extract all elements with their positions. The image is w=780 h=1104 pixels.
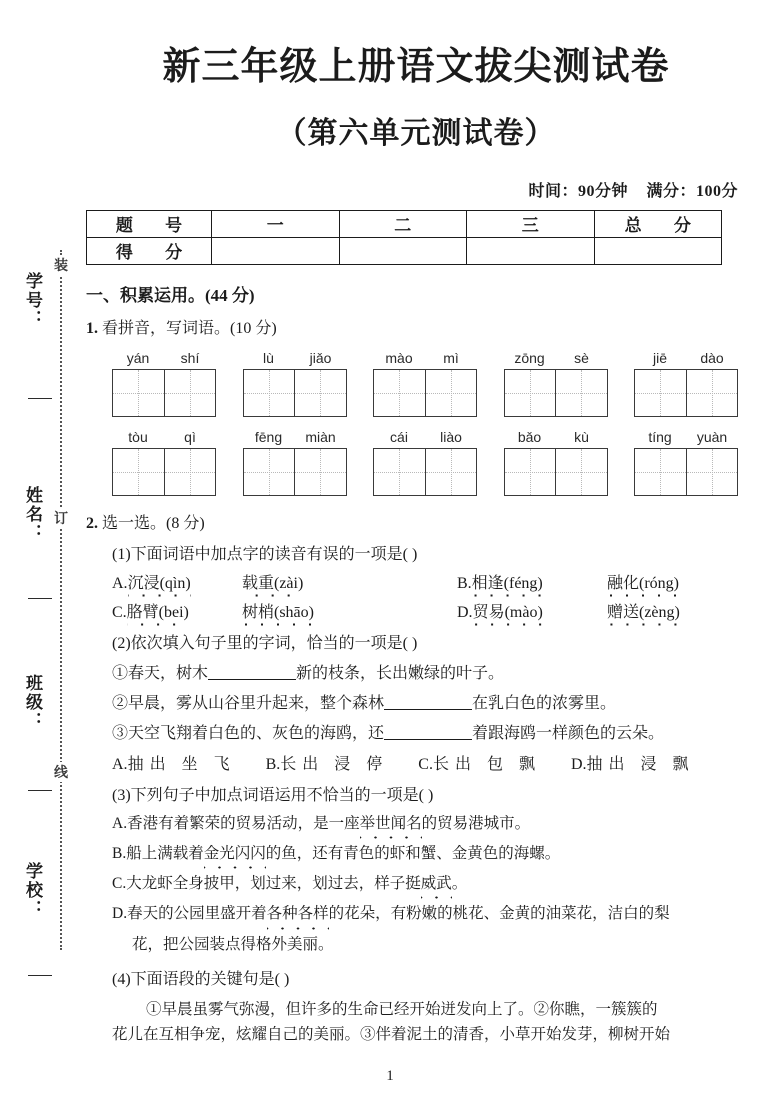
question-1-number: 1. (86, 319, 98, 337)
option-D[interactable] (457, 599, 607, 622)
pinyin-syllable: tíng (648, 428, 672, 445)
option-B-label: B. (265, 755, 281, 773)
tianzige-cell[interactable] (425, 449, 477, 495)
tianzige-cell[interactable] (686, 449, 738, 495)
seal-dotted-line (60, 250, 62, 950)
option-A-label: A. (112, 755, 128, 773)
score-cell-3[interactable] (467, 237, 595, 264)
field-label-school: 学校： (23, 862, 42, 919)
pinyin-syllable: sè (574, 349, 589, 366)
field-rule-class (28, 790, 52, 791)
passage-line-2: 花儿在互相争宠，炫耀自己的美丽。③伴着泥土的清香，小草开始发芽，柳树开始 (112, 1026, 671, 1044)
option-C-emphasis: 威武 (421, 872, 452, 895)
option-C-label: C. (112, 603, 127, 621)
sentence-post-text: 着跟海鸥一样颜色的云朵。 (472, 724, 665, 742)
option-C-word-2: 树梢(shāo) (242, 599, 314, 622)
sentence-pre-text: ②早晨，雾从山谷里升起来，整个森林 (112, 694, 385, 712)
tianzige-box[interactable] (504, 369, 608, 417)
tianzige-box[interactable] (634, 369, 738, 417)
option-B[interactable] (457, 570, 607, 593)
option-A-text: 沉浸(qìn) (128, 570, 191, 593)
pinyin-grid-item (243, 350, 347, 417)
pinyin-syllable: kù (574, 428, 589, 445)
question-2-1-options-row-2 (86, 599, 746, 622)
seal-char-1: 装 (51, 255, 71, 275)
exam-full-score: 满分：100分 (646, 182, 738, 200)
page-number: 1 (386, 1068, 394, 1084)
tianzige-cell[interactable] (374, 449, 425, 495)
tianzige-cell[interactable] (244, 449, 295, 495)
pinyin-syllable: zōng (514, 349, 545, 366)
option-C[interactable] (112, 599, 242, 622)
pinyin-label (243, 429, 347, 445)
field-rule-school (28, 975, 52, 976)
option-A[interactable] (112, 570, 242, 593)
tianzige-cell[interactable] (505, 449, 556, 495)
question-2-number: 2. (86, 514, 98, 532)
exam-meta (86, 178, 746, 201)
field-label-student-id: 学号： (23, 272, 42, 329)
pinyin-grid-item (634, 429, 738, 496)
pinyin-label (634, 429, 738, 445)
option-C[interactable] (418, 751, 541, 774)
binding-margin (0, 0, 82, 1104)
option-C-second-word (242, 599, 457, 622)
question-1-text: 看拼音，写词语。(10 分) (102, 319, 277, 337)
option-B-label: B. (457, 574, 472, 592)
tianzige-cell[interactable] (425, 370, 477, 416)
page-title: 新三年级上册语文拔尖测试卷 (162, 46, 670, 88)
option-D-text: 抽出 浸 飘 (586, 755, 695, 773)
tianzige-cell[interactable] (244, 370, 295, 416)
score-cell-1[interactable] (212, 237, 340, 264)
pinyin-label (112, 429, 216, 445)
tianzige-box[interactable] (373, 369, 477, 417)
score-table-col-total: 总 分 (594, 210, 722, 237)
option-D[interactable] (571, 751, 695, 774)
score-table-label-score: 得 分 (87, 237, 212, 264)
score-table-col-1: 一 (212, 210, 340, 237)
pinyin-grid-item (634, 350, 738, 417)
option-B-text: 长出 浸 停 (280, 755, 389, 773)
tianzige-cell[interactable] (113, 449, 164, 495)
option-D-post: 的花朵，有粉嫩的桃花、金黄的油菜花，洁白的梨 (328, 905, 670, 923)
option-D-label: D. (570, 755, 587, 773)
pinyin-grid-row-2 (86, 429, 746, 496)
option-B-post: 的鱼，还有青色的虾和蟹、金黄色的海螺。 (265, 844, 561, 862)
pinyin-syllable: jiǎo (309, 349, 332, 366)
option-D-text: 贸易(mào) (473, 599, 543, 622)
score-table (86, 210, 722, 265)
question-2-title (86, 510, 746, 533)
option-C-pre: 大龙虾全身披甲，划过来，划过去，样子挺 (126, 875, 421, 893)
pinyin-syllable: lù (263, 349, 274, 366)
option-A-text: 抽出 坐 飞 (127, 755, 236, 773)
option-C-post: 。 (451, 875, 468, 893)
tianzige-cell[interactable] (555, 449, 607, 495)
option-A-post: 的贸易港城市。 (421, 814, 531, 832)
score-table-label-qnum: 题 号 (87, 210, 212, 237)
question-2-3-option-B[interactable] (86, 842, 746, 865)
pinyin-label (373, 429, 477, 445)
question-2-3-option-A[interactable] (86, 812, 746, 835)
fill-blank[interactable] (384, 709, 472, 710)
option-A-label: A. (112, 574, 128, 592)
tianzige-cell[interactable] (164, 370, 216, 416)
pinyin-grid-item (504, 350, 608, 417)
sentence-post-text: 在乳白色的浓雾里。 (472, 694, 617, 712)
field-rule-student-id (28, 398, 52, 399)
tianzige-cell[interactable] (555, 370, 607, 416)
option-D-label: D. (112, 905, 128, 923)
tianzige-cell[interactable] (113, 370, 164, 416)
question-2-2-sentence-1 (86, 660, 746, 683)
pinyin-grid-item (112, 429, 216, 496)
sentence-pre-text: ③天空飞翔着白色的、灰色的海鸥，还 (112, 724, 385, 742)
field-label-class: 班级： (23, 674, 42, 731)
option-C-text: 长出 包 飘 (432, 755, 541, 773)
option-B-pre: 船上满载着 (126, 844, 204, 862)
pinyin-label (112, 350, 216, 366)
pinyin-syllable: fēng (254, 428, 283, 445)
page-body (86, 0, 746, 1047)
option-B-emphasis: 金光闪闪 (204, 842, 266, 865)
exam-duration: 时间：90分钟 (528, 182, 628, 200)
tianzige-cell[interactable] (374, 370, 425, 416)
pinyin-grid-row-1 (86, 350, 746, 417)
score-cell-2[interactable] (339, 237, 467, 264)
tianzige-box[interactable] (373, 448, 477, 496)
option-A-emphasis: 举世闻名 (360, 812, 422, 835)
pinyin-syllable: jiē (652, 349, 667, 366)
fill-blank[interactable] (208, 679, 296, 680)
pinyin-label (504, 429, 608, 445)
option-A-word-2: 载重(zài) (242, 570, 303, 593)
field-rule-name (28, 598, 52, 599)
tianzige-box[interactable] (504, 448, 608, 496)
field-label-name: 姓名： (23, 486, 42, 543)
passage-line-1: ①早晨虽雾气弥漫，但许多的生命已经开始迸发向上了。②你瞧，一簇簇的 (146, 1000, 658, 1018)
option-D-word-2: 赠送(zèng) (607, 599, 680, 622)
question-1-title (86, 315, 746, 338)
pinyin-label (634, 350, 738, 366)
option-D-pre: 春天的公园里盛开着 (127, 905, 267, 923)
option-C-label: C. (418, 755, 433, 773)
question-2-4-stem: (4)下面语段的关键句是( ) (112, 970, 290, 988)
tianzige-box[interactable] (243, 448, 347, 496)
question-2-2-sentence-3 (86, 720, 746, 743)
page-subtitle: （第六单元测试卷） (276, 116, 556, 150)
option-C-text: 胳臂(bei) (127, 599, 189, 622)
pinyin-syllable: shí (180, 349, 200, 366)
tianzige-cell[interactable] (294, 370, 346, 416)
pinyin-syllable: cái (390, 428, 408, 445)
tianzige-box[interactable] (243, 369, 347, 417)
option-B-text: 相逢(féng) (472, 570, 543, 593)
score-table-col-3: 三 (467, 210, 595, 237)
tianzige-cell[interactable] (164, 449, 216, 495)
pinyin-label (243, 350, 347, 366)
pinyin-syllable: dào (700, 349, 724, 366)
table-row (87, 237, 722, 264)
tianzige-cell[interactable] (635, 370, 686, 416)
question-2-2-sentence-2 (86, 690, 746, 713)
option-D-emphasis: 各种各样 (267, 902, 329, 925)
pinyin-syllable: mào (385, 349, 413, 366)
tianzige-box[interactable] (634, 448, 738, 496)
pinyin-syllable: tòu (128, 428, 148, 445)
option-B-second-word (607, 570, 679, 593)
tianzige-box[interactable] (112, 448, 216, 496)
option-D-label: D. (457, 603, 473, 621)
tianzige-box[interactable] (112, 369, 216, 417)
sentence-pre-text: ①春天，树木 (112, 664, 209, 682)
option-B-word-2: 融化(róng) (607, 570, 679, 593)
pinyin-syllable: liào (440, 428, 462, 445)
question-2-text: 选一选。(8 分) (102, 514, 205, 532)
tianzige-cell[interactable] (686, 370, 738, 416)
option-A[interactable] (112, 751, 236, 774)
pinyin-syllable: yán (126, 349, 150, 366)
question-2-3-stem: (3)下列句子中加点词语运用不恰当的一项是( ) (112, 786, 434, 804)
pinyin-grid-item (112, 350, 216, 417)
pinyin-syllable: miàn (305, 428, 336, 445)
option-B-label: B. (112, 844, 127, 862)
option-A-label: A. (112, 814, 128, 832)
pinyin-grid-item (243, 429, 347, 496)
option-A-second-word (242, 570, 457, 593)
option-C-label: C. (112, 875, 127, 893)
question-2-3-option-D[interactable] (86, 902, 746, 925)
score-table-col-2: 二 (339, 210, 467, 237)
tianzige-cell[interactable] (294, 449, 346, 495)
question-2-2-stem: (2)依次填入句子里的字词，恰当的一项是( ) (112, 634, 418, 652)
pinyin-syllable: yuàn (696, 428, 728, 445)
pinyin-label (504, 350, 608, 366)
score-cell-total[interactable] (594, 237, 722, 264)
pinyin-grid-item (504, 429, 608, 496)
table-row (87, 210, 722, 237)
question-2-3-option-C[interactable] (86, 872, 746, 895)
tianzige-cell[interactable] (505, 370, 556, 416)
seal-char-3: 线 (51, 762, 71, 782)
pinyin-grid-item (373, 350, 477, 417)
pinyin-syllable: mì (443, 349, 459, 366)
option-D-second-word (607, 599, 680, 622)
section-heading-1: 一、积累运用。(44 分) (86, 285, 255, 305)
sentence-post-text: 新的枝条，长出嫩绿的叶子。 (296, 664, 505, 682)
seal-char-2: 订 (51, 508, 71, 528)
tianzige-cell[interactable] (635, 449, 686, 495)
pinyin-syllable: bǎo (517, 428, 542, 445)
pinyin-label (373, 350, 477, 366)
question-2-4-passage (86, 997, 746, 1047)
question-2-2-options (86, 751, 746, 774)
pinyin-syllable: qì (184, 428, 196, 445)
option-A-pre: 香港有着繁荣的贸易活动，是一座 (127, 814, 360, 832)
option-B[interactable] (266, 751, 389, 774)
question-2-3-option-D-line2: 花，把公园装点得格外美丽。 (132, 935, 334, 953)
fill-blank[interactable] (384, 739, 472, 740)
question-2-1-stem: (1)下面词语中加点字的读音有误的一项是( ) (112, 545, 418, 563)
question-2-1-options-row-1 (86, 570, 746, 593)
pinyin-grid-item (373, 429, 477, 496)
